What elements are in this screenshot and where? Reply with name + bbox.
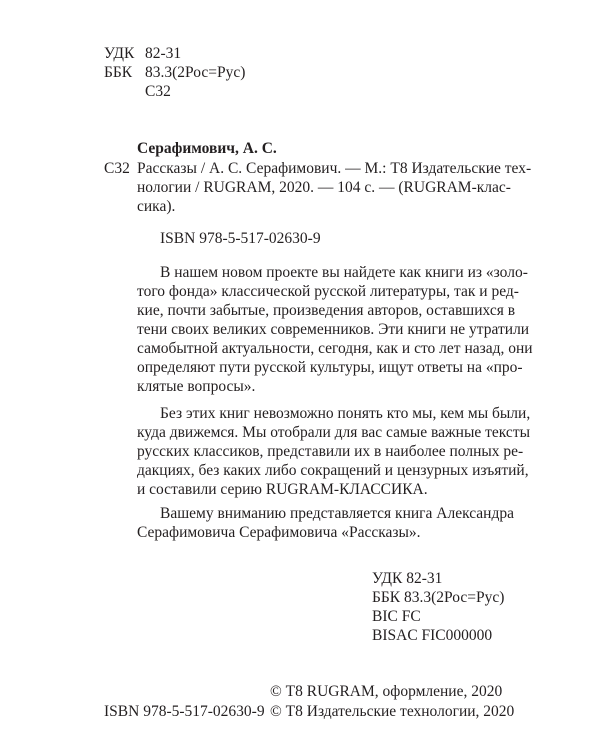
- author-mark: С32: [145, 83, 171, 100]
- annotation-line: Серафимовича Серафимовича «Рассказы».: [137, 524, 421, 541]
- annotation-line: самобытной актуальности, сегодня, как и сто лет назад, они: [137, 340, 533, 357]
- bbk-bottom: ББК 83.3(2Рос=Рус): [372, 589, 505, 606]
- bbk-value: 83.3(2Рос=Рус): [145, 64, 246, 81]
- record-line: сика).: [137, 198, 176, 215]
- copyright-rugram: © Т8 RUGRAM, оформление, 2020: [270, 683, 503, 700]
- annotation-line: кие, почти забытые, произведения авторов, оставшихся в: [137, 302, 516, 319]
- udk-value: 82-31: [145, 45, 182, 62]
- annotation-line: куда движемся. Мы отобрали для вас самые важные тексты: [137, 424, 531, 441]
- bbk-label: ББК: [104, 64, 133, 81]
- annotation-line: Вашему вниманию представляется книга Александра: [160, 505, 514, 522]
- annotation-line: В нашем новом проекте вы найдете как книги из «золо-: [160, 264, 528, 281]
- udk-bottom: УДК 82-31: [372, 570, 443, 587]
- footer-isbn: ISBN 978-5-517-02630-9: [104, 703, 265, 720]
- author-heading: Серафимович, А. С.: [137, 140, 277, 157]
- annotation-line: того фонда» классической русской литературы, так и ред-: [137, 283, 519, 300]
- record-mark: С32: [104, 160, 130, 177]
- bisac-code: BISAC FIC000000: [372, 627, 493, 644]
- copyright-publisher: © Т8 Издательские технологии, 2020: [270, 703, 515, 720]
- record-isbn: ISBN 978-5-517-02630-9: [160, 230, 321, 247]
- annotation-line: определяют пути русской культуры, ищут ответы на «про-: [137, 359, 523, 376]
- annotation-line: русских классиков, представили их в наиболее полных ре-: [137, 443, 524, 460]
- annotation-line: клятые вопросы».: [137, 378, 256, 395]
- annotation-line: Без этих книг невозможно понять кто мы, кем мы были,: [160, 405, 531, 422]
- record-line: нологии / RUGRAM, 2020. — 104 с. — (RUGRAM-клас-: [137, 179, 511, 196]
- udk-label: УДК: [104, 45, 135, 62]
- annotation-line: тени своих великих современников. Эти книги не утратили: [137, 321, 530, 338]
- annotation-line: и составили серию RUGRAM-КЛАССИКА.: [137, 481, 428, 498]
- bic-code: BIC FC: [372, 608, 421, 625]
- record-line: Рассказы / А. С. Серафимович. — М.: Т8 Издательские тех-: [137, 160, 532, 177]
- annotation-line: дакциях, без каких либо сокращений и цензурных изъятий,: [137, 462, 529, 479]
